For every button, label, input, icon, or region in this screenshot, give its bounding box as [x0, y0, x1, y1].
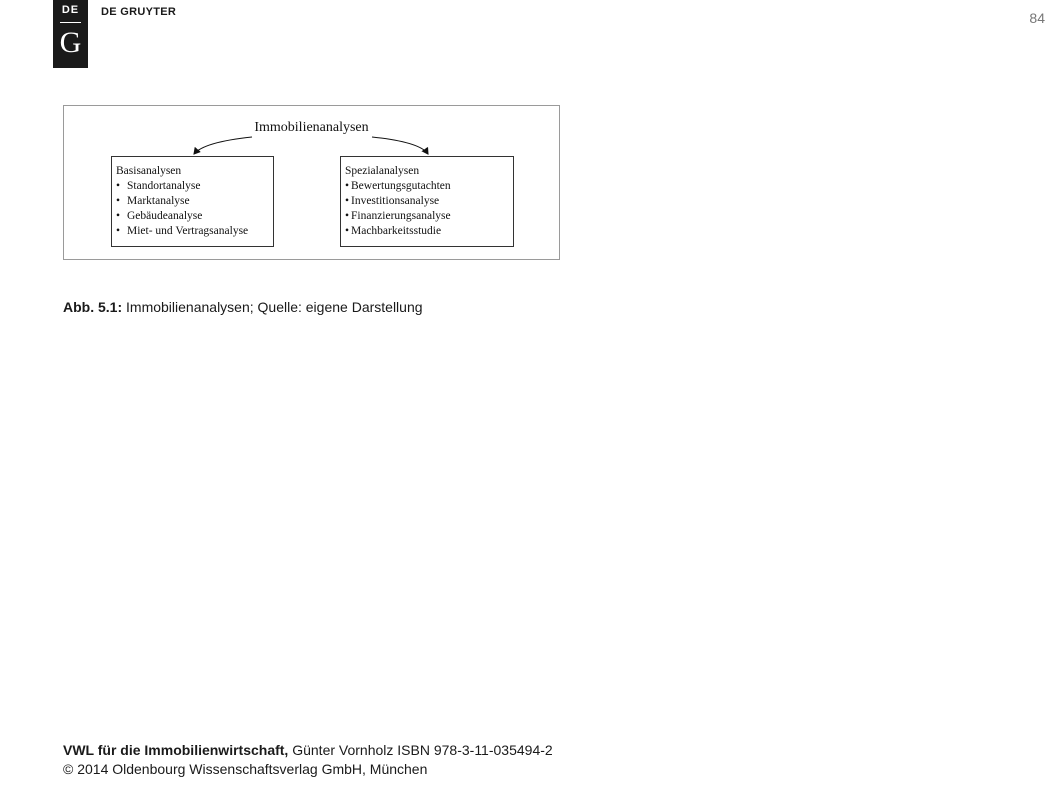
list-item: • Standortanalyse — [116, 180, 201, 192]
publisher-logo — [53, 0, 88, 68]
caption-label: Abb. 5.1: — [63, 299, 123, 315]
list-item: • Marktanalyse — [116, 195, 190, 207]
book-title: VWL für die Immobilienwirtschaft, — [63, 742, 289, 758]
box-heading: Basisanalysen — [116, 165, 182, 177]
list-item: • Investitionsanalyse — [345, 195, 440, 207]
diagram-title: Immobilienanalysen — [254, 120, 369, 135]
list-item: • Miet- und Vertragsanalyse — [116, 225, 249, 237]
bullet-list — [345, 179, 513, 239]
logo-g-text: G — [59, 26, 82, 59]
list-item: • Finanzierungsanalyse — [345, 210, 451, 222]
box-heading: Spezialanalysen — [345, 165, 420, 177]
publisher-name: DE GRUYTER — [101, 6, 177, 18]
box-basisanalysen — [111, 156, 274, 247]
connector-right — [372, 137, 428, 154]
figure-caption — [63, 299, 423, 315]
list-item: • Machbarkeitsstudie — [345, 225, 442, 237]
list-item: • Bewertungsgutachten — [345, 180, 451, 192]
bullet-list — [116, 179, 273, 239]
figure-diagram — [63, 105, 560, 260]
page-number: 84 — [1029, 10, 1045, 26]
footer-citation — [63, 741, 553, 779]
footer-line-1 — [63, 741, 553, 760]
logo-de-text: DE — [61, 4, 80, 16]
logo-divider — [60, 22, 81, 23]
box-spezialanalysen — [340, 156, 514, 247]
connector-left — [194, 137, 252, 154]
author-isbn: Günter Vornholz ISBN 978-3-11-035494-2 — [292, 742, 553, 758]
copyright-line: © 2014 Oldenbourg Wissenschaftsverlag GmbH, München — [63, 761, 428, 777]
list-item: • Gebäudeanalyse — [116, 210, 203, 222]
caption-text: Immobilienanalysen; Quelle: eigene Darstellung — [126, 299, 423, 315]
